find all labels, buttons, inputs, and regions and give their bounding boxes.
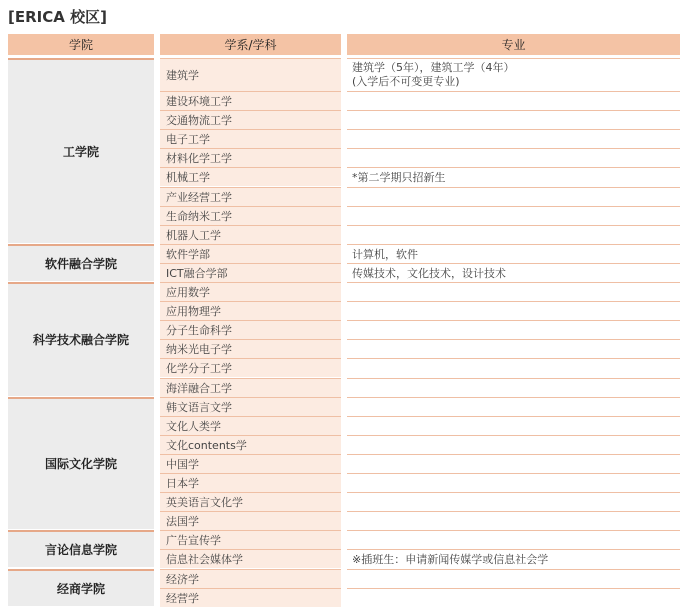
department-cell: 建设环境工学 [160,91,341,110]
major-cell [347,206,680,225]
major-text: *第二学期只招新生 [352,171,446,185]
department-cell: 软件学部 [160,244,341,263]
header-major: 专业 [347,34,680,55]
major-text: ※插班生：申请新闻传媒学或信息社会学 [352,553,549,567]
major-cell [347,588,680,607]
department-cell: 经济学 [160,569,341,588]
major-cell [347,473,680,492]
department-cell: 产业经营工学 [160,187,341,206]
major-cell [347,454,680,473]
department-cell: 广告宣传学 [160,530,341,549]
major-cell [347,511,680,530]
major-text: 建筑学（5年），建筑工学（4年） [352,61,515,74]
department-cell: 英美语言文化学 [160,492,341,511]
page-title: [ERICA 校区] [8,8,107,26]
college-cell: 经商学院 [8,569,154,606]
department-cell: 电子工学 [160,129,341,148]
department-cell: 应用物理学 [160,301,341,320]
major-cell [347,397,680,416]
major-cell [347,225,680,244]
major-cell [347,320,680,339]
major-cell [347,358,680,377]
header-college: 学院 [8,34,154,55]
department-cell: 韩文语言文学 [160,397,341,416]
major-cell [347,435,680,454]
major-cell [347,148,680,167]
department-cell: 文化人类学 [160,416,341,435]
major-cell [347,282,680,301]
department-cell: 化学分子工学 [160,358,341,377]
major-cell [347,549,680,568]
department-cell: 信息社会媒体学 [160,549,341,568]
college-cell: 工学院 [8,58,154,243]
department-cell: 生命纳米工学 [160,206,341,225]
department-cell: 海洋融合工学 [160,378,341,397]
college-cell: 科学技术融合学院 [8,282,154,396]
department-cell: 交通物流工学 [160,110,341,129]
major-text: (入学后不可变更专业) [352,75,460,88]
department-cell: 法国学 [160,511,341,530]
department-cell: 建筑学 [160,58,341,91]
major-text: 传媒技术，文化技术，设计技术 [352,266,506,280]
major-cell [347,378,680,397]
major-cell [347,167,680,186]
major-cell [347,416,680,435]
department-cell: 应用数学 [160,282,341,301]
major-cell [347,530,680,549]
major-cell [347,244,680,263]
department-cell: 日本学 [160,473,341,492]
department-cell: 分子生命科学 [160,320,341,339]
department-cell: 经营学 [160,588,341,607]
department-cell: ICT融合学部 [160,263,341,282]
department-cell: 纳米光电子学 [160,339,341,358]
header-department: 学系/学科 [160,34,341,55]
major-cell [347,492,680,511]
major-text: 计算机，软件 [352,247,418,261]
major-cell [347,569,680,588]
department-cell: 中国学 [160,454,341,473]
department-cell: 机械工学 [160,167,341,186]
major-cell [347,58,680,91]
college-cell: 言论信息学院 [8,530,154,567]
major-cell [347,110,680,129]
major-cell [347,263,680,282]
department-cell: 材料化学工学 [160,148,341,167]
major-cell [347,91,680,110]
major-cell [347,301,680,320]
college-cell: 软件融合学院 [8,244,154,281]
major-cell [347,187,680,206]
department-cell: 机器人工学 [160,225,341,244]
college-cell: 国际文化学院 [8,397,154,530]
department-cell: 文化contents学 [160,435,341,454]
major-cell [347,129,680,148]
major-cell [347,339,680,358]
